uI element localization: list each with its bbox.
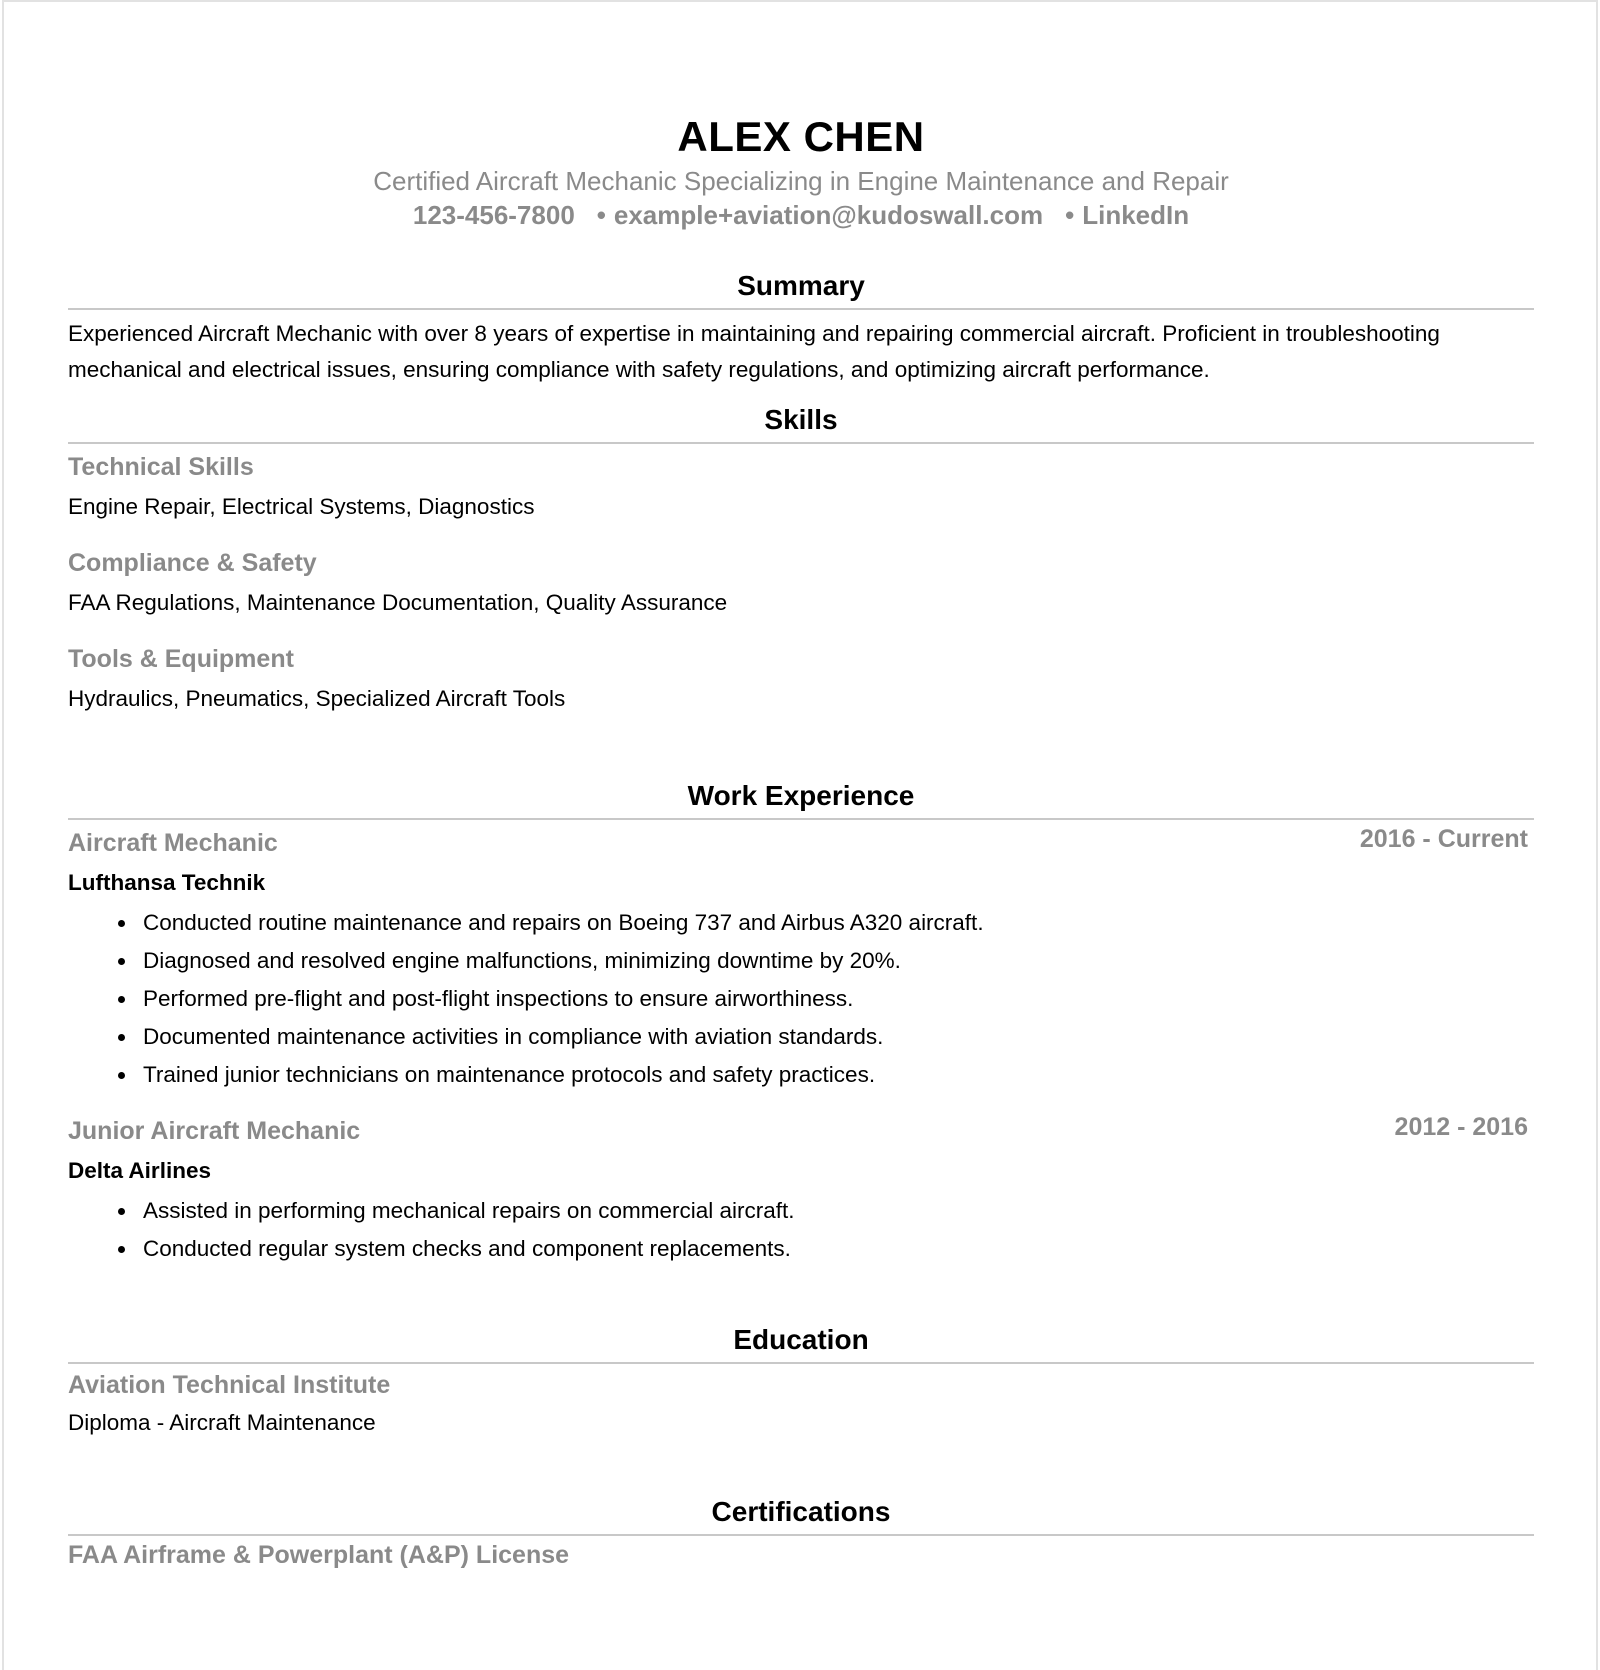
job-header <box>68 1112 1534 1150</box>
list-item: Performed pre-flight and post-flight inspections to ensure airworthiness. <box>143 980 1534 1018</box>
list-item: Diagnosed and resolved engine malfunctions, minimizing downtime by 20%. <box>143 942 1534 980</box>
company-name: Lufthansa Technik <box>68 870 266 895</box>
list-item: Conducted regular system checks and component replacements. <box>143 1230 1534 1268</box>
contact-line <box>68 198 1534 232</box>
resume-header <box>68 2 1534 232</box>
skill-group <box>68 450 1534 524</box>
skill-category: Compliance & Safety <box>68 549 317 577</box>
job-title: Aircraft Mechanic <box>68 829 278 857</box>
job-bullets <box>68 904 1534 1094</box>
summary-text: Experienced Aircraft Mechanic with over 8 years of expertise in maintaining and repairing commercial aircraft. Proficient in troubleshooting mechanical and electrical issues, ensuring compliance with safety regulations, and optimizing aircraft performance. <box>68 321 1440 382</box>
bullet-separator: • <box>596 200 606 230</box>
resume-page <box>2 0 1598 1670</box>
skill-list: Hydraulics, Pneumatics, Specialized Aircraft Tools <box>68 686 566 711</box>
job-header <box>68 824 1534 862</box>
job-entry <box>68 824 1534 1094</box>
candidate-headline: Certified Aircraft Mechanic Specializing in Engine Maintenance and Repair <box>373 166 1229 196</box>
email-link[interactable]: example+aviation@kudoswall.com <box>613 200 1044 230</box>
education-degree: Diploma - Aircraft Maintenance <box>68 1410 376 1435</box>
skill-list: Engine Repair, Electrical Systems, Diagnostics <box>68 494 535 519</box>
list-item: Assisted in performing mechanical repairs on commercial aircraft. <box>143 1192 1534 1230</box>
job-dates: 2016 - Current <box>1359 825 1528 853</box>
linkedin-link[interactable]: LinkedIn <box>1082 200 1190 230</box>
section-title-work-experience: Work Experience <box>68 778 1534 820</box>
job-title: Junior Aircraft Mechanic <box>68 1117 361 1145</box>
phone-number: 123-456-7800 <box>412 200 575 230</box>
company-name: Delta Airlines <box>68 1158 211 1183</box>
skill-category: Technical Skills <box>68 453 254 481</box>
skill-group <box>68 642 1534 716</box>
skill-list: FAA Regulations, Maintenance Documentation, Quality Assurance <box>68 590 728 615</box>
section-title-education: Education <box>68 1322 1534 1364</box>
job-entry <box>68 1112 1534 1268</box>
section-title-certifications: Certifications <box>68 1494 1534 1536</box>
skill-category: Tools & Equipment <box>68 645 294 673</box>
bullet-separator: • <box>1065 200 1075 230</box>
list-item: Conducted routine maintenance and repairs on Boeing 737 and Airbus A320 aircraft. <box>143 904 1534 942</box>
section-title-skills: Skills <box>68 402 1534 444</box>
job-bullets <box>68 1192 1534 1268</box>
certification-item: FAA Airframe & Powerplant (A&P) License <box>68 1541 570 1569</box>
list-item: Documented maintenance activities in compliance with aviation standards. <box>143 1018 1534 1056</box>
skill-group <box>68 546 1534 620</box>
list-item: Trained junior technicians on maintenance protocols and safety practices. <box>143 1056 1534 1094</box>
job-dates: 2012 - 2016 <box>1394 1113 1528 1141</box>
candidate-name: ALEX CHEN <box>677 113 925 160</box>
section-title-summary: Summary <box>68 268 1534 310</box>
education-school: Aviation Technical Institute <box>68 1371 391 1399</box>
